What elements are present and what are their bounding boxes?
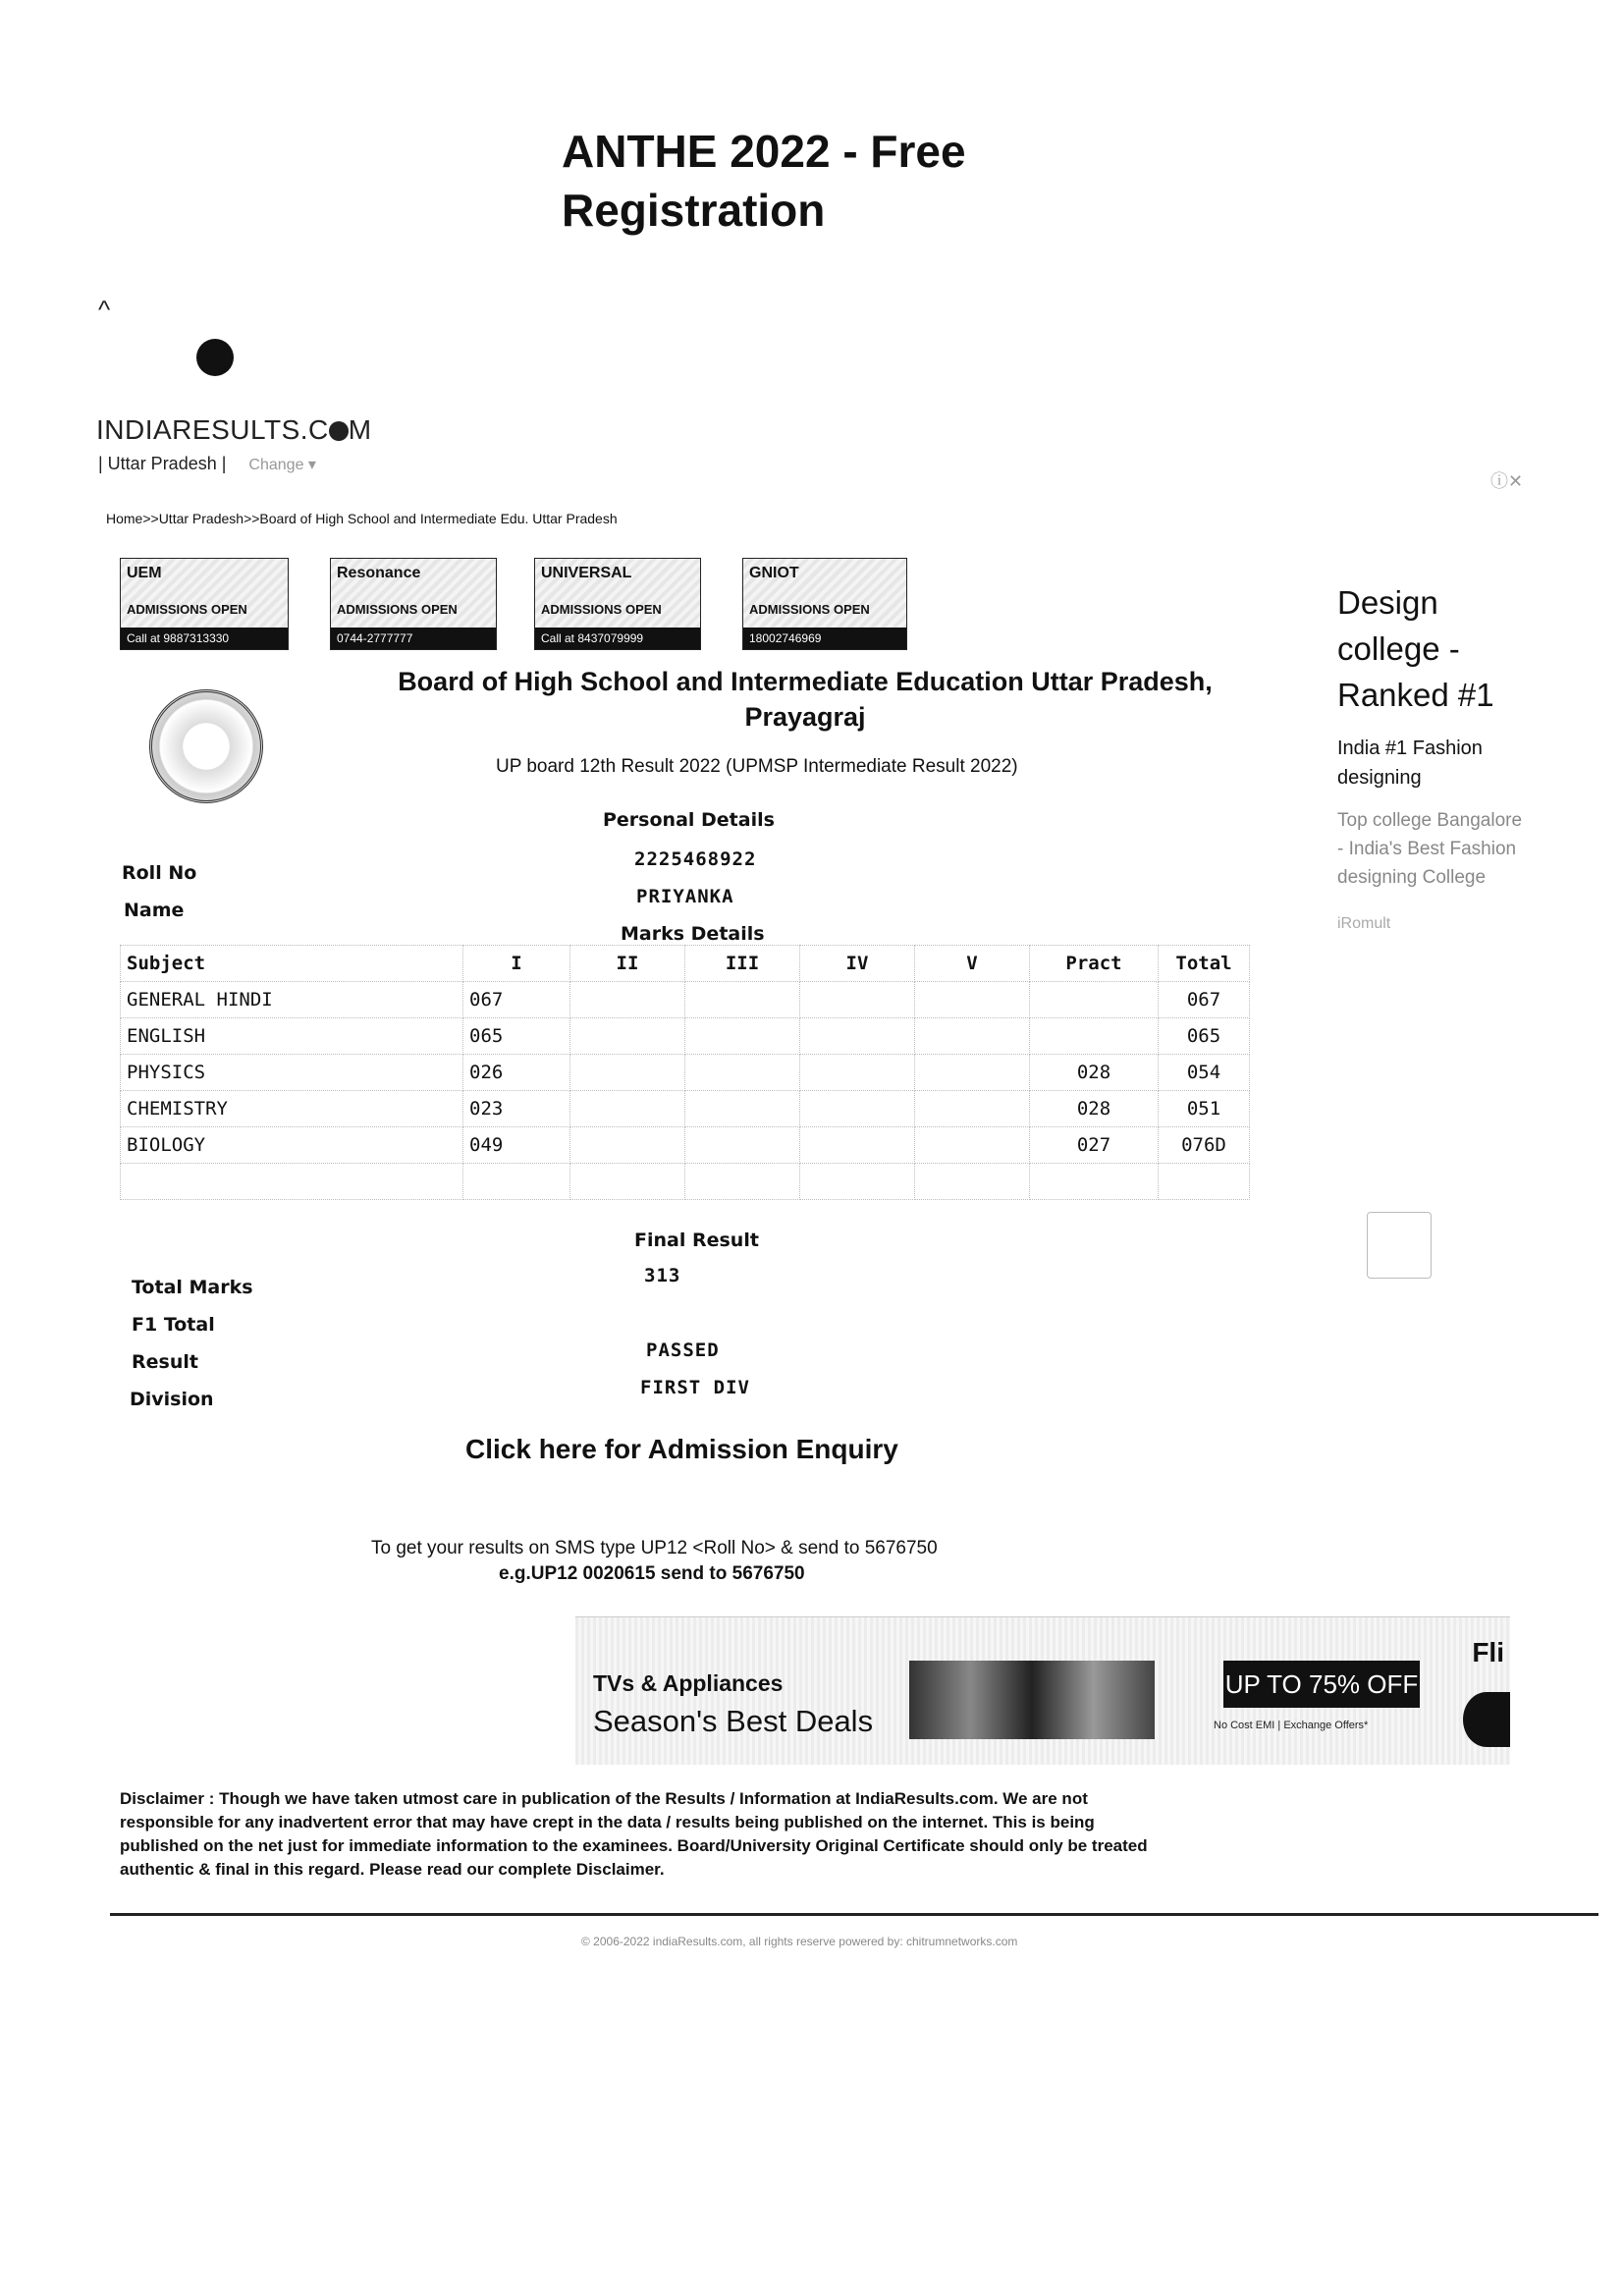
- ad-headline[interactable]: ANTHE 2022 - Free Registration: [562, 126, 966, 236]
- f1-total-label: F1 Total: [132, 1314, 215, 1336]
- breadcrumb[interactable]: Home>>Uttar Pradesh>>Board of High School and Intermediate Edu. Uttar Pradesh: [106, 511, 618, 526]
- empty-cell: [1030, 1164, 1159, 1200]
- subject-cell: BIOLOGY: [121, 1127, 463, 1164]
- empty-cell: [121, 1164, 463, 1200]
- empty-cell: [800, 1018, 915, 1055]
- empty-cell: [570, 1055, 685, 1091]
- pract-cell: [1030, 982, 1159, 1018]
- col-v: V: [915, 946, 1030, 982]
- total-cell: 076D: [1159, 1127, 1250, 1164]
- bottom-ad-line2: Season's Best Deals: [593, 1704, 874, 1738]
- logo-text-suffix: M: [348, 414, 372, 445]
- table-row: [121, 1055, 1250, 1091]
- side-ad[interactable]: [1337, 579, 1524, 933]
- marks-table: [120, 945, 1250, 1200]
- final-result-heading: Final Result: [634, 1229, 759, 1251]
- empty-cell: [800, 1164, 915, 1200]
- col-iv: IV: [800, 946, 915, 982]
- roll-no-label: Roll No: [122, 862, 197, 884]
- col-i: I: [463, 946, 570, 982]
- empty-cell: [685, 982, 800, 1018]
- subject-cell: GENERAL HINDI: [121, 982, 463, 1018]
- empty-cell: [800, 982, 915, 1018]
- table-row: [121, 1127, 1250, 1164]
- site-logo[interactable]: [96, 414, 372, 446]
- marks-header-row: [121, 946, 1250, 982]
- col-subject: Subject: [121, 946, 463, 982]
- banner-phone: Call at 9887313330: [121, 628, 288, 649]
- banner-sub: ADMISSIONS OPEN: [541, 602, 662, 617]
- empty-cell: [685, 1127, 800, 1164]
- empty-cell: [685, 1164, 800, 1200]
- banner-universal[interactable]: [534, 558, 701, 650]
- board-seal-icon: [149, 689, 263, 803]
- pract-cell: 027: [1030, 1127, 1159, 1164]
- bottom-ad-banner[interactable]: [575, 1616, 1510, 1765]
- theory-cell: 026: [463, 1055, 570, 1091]
- division-value: FIRST DIV: [640, 1377, 750, 1398]
- theory-cell: 065: [463, 1018, 570, 1055]
- change-state-link[interactable]: Change ▾: [248, 457, 316, 473]
- theory-cell: 049: [463, 1127, 570, 1164]
- appliances-image: [909, 1661, 1155, 1739]
- pract-cell: 028: [1030, 1091, 1159, 1127]
- empty-cell: [685, 1055, 800, 1091]
- empty-cell: [463, 1164, 570, 1200]
- empty-cell: [915, 1055, 1030, 1091]
- logo-text-prefix: INDIARESULTS.C: [96, 414, 329, 445]
- total-cell: 054: [1159, 1055, 1250, 1091]
- empty-cell: [570, 1091, 685, 1127]
- copyright-text: © 2006-2022 indiaResults.com, all rights reserve powered by: chitrumnetworks.com: [581, 1935, 1018, 1948]
- empty-cell: [915, 982, 1030, 1018]
- empty-cell: [915, 1091, 1030, 1127]
- table-row: [121, 982, 1250, 1018]
- result-subtitle: UP board 12th Result 2022 (UPMSP Intermediate Result 2022): [496, 756, 1018, 777]
- board-title: Board of High School and Intermediate Education Uttar Pradesh, Prayagraj: [398, 667, 1213, 732]
- banner-uem[interactable]: [120, 558, 289, 650]
- col-total: Total: [1159, 946, 1250, 982]
- state-selector: [98, 454, 316, 474]
- total-cell: 067: [1159, 982, 1250, 1018]
- subject-cell: CHEMISTRY: [121, 1091, 463, 1127]
- banner-title: Resonance: [337, 565, 421, 581]
- roll-no-value: 2225468922: [634, 848, 757, 870]
- subject-cell: PHYSICS: [121, 1055, 463, 1091]
- empty-cell: [915, 1127, 1030, 1164]
- name-label: Name: [124, 900, 185, 921]
- result-value: PASSED: [646, 1339, 720, 1361]
- banner-phone: 0744-2777777: [331, 628, 496, 649]
- side-ad-brand: iRomult: [1337, 915, 1391, 932]
- theory-cell: 023: [463, 1091, 570, 1127]
- total-marks-label: Total Marks: [132, 1277, 253, 1298]
- pract-cell: 028: [1030, 1055, 1159, 1091]
- brand-shape-icon: [1463, 1692, 1510, 1747]
- bottom-ad-brand: Fli: [1472, 1637, 1504, 1667]
- empty-cell: [570, 1127, 685, 1164]
- side-ad-subhead: India #1 Fashion designing: [1337, 738, 1483, 789]
- banner-sub: ADMISSIONS OPEN: [337, 602, 458, 617]
- total-cell: 051: [1159, 1091, 1250, 1127]
- col-iii: III: [685, 946, 800, 982]
- empty-cell: [685, 1091, 800, 1127]
- table-row-empty: [121, 1164, 1250, 1200]
- table-row: [121, 1091, 1250, 1127]
- empty-cell: [685, 1018, 800, 1055]
- col-pract: Pract: [1030, 946, 1159, 982]
- disclaimer-text: Disclaimer : Though we have taken utmost care in publication of the Results / Information at IndiaResults.com. We are not responsible for any inadvertent error that may have crept in the data / results being published on the internet. This is being published on the net just for immediate information to the examinees. Board/University Original Certificate should only be treated authentic & final in this regard. Please read our complete Disclaimer.: [120, 1789, 1148, 1879]
- banner-title: UEM: [127, 565, 162, 581]
- collapse-caret-icon[interactable]: ^: [98, 295, 111, 324]
- empty-cell: [800, 1055, 915, 1091]
- total-marks-value: 313: [644, 1265, 681, 1286]
- footer-divider: [110, 1913, 1598, 1916]
- result-label: Result: [132, 1351, 198, 1373]
- bottom-ad-note: No Cost EMI | Exchange Offers*: [1214, 1720, 1369, 1731]
- empty-cell: [570, 982, 685, 1018]
- side-ad-headline[interactable]: Design college - Ranked #1: [1337, 584, 1494, 713]
- state-name: | Uttar Pradesh |: [98, 454, 227, 473]
- bottom-ad-line1: TVs & Appliances: [593, 1670, 784, 1696]
- col-ii: II: [570, 946, 685, 982]
- total-cell: 065: [1159, 1018, 1250, 1055]
- marks-details-heading: Marks Details: [621, 923, 765, 945]
- ad-close-icon[interactable]: ⓘ✕: [1490, 471, 1524, 491]
- banner-title: GNIOT: [749, 565, 799, 581]
- personal-details-heading: Personal Details: [603, 809, 775, 831]
- banner-sub: ADMISSIONS OPEN: [127, 602, 247, 617]
- empty-cell: [1159, 1164, 1250, 1200]
- side-ad-description: Top college Bangalore - India's Best Fashion designing College: [1337, 810, 1523, 888]
- banner-resonance[interactable]: [330, 558, 497, 650]
- sms-instructions: To get your results on SMS type UP12 <Roll No> & send to 5676750: [371, 1538, 938, 1558]
- empty-cell: [570, 1164, 685, 1200]
- name-value: PRIYANKA: [636, 886, 734, 907]
- banner-phone: 18002746969: [743, 628, 906, 649]
- banner-sub: ADMISSIONS OPEN: [749, 602, 870, 617]
- empty-cell: [800, 1091, 915, 1127]
- side-ad-widget-icon[interactable]: [1367, 1212, 1432, 1279]
- subject-cell: ENGLISH: [121, 1018, 463, 1055]
- table-row: [121, 1018, 1250, 1055]
- logo-icon: [196, 339, 234, 376]
- banner-phone: Call at 8437079999: [535, 628, 700, 649]
- banner-gniot[interactable]: [742, 558, 907, 650]
- sms-example: e.g.UP12 0020615 send to 5676750: [499, 1563, 805, 1584]
- admission-enquiry-link[interactable]: Click here for Admission Enquiry: [465, 1434, 898, 1464]
- logo-o-icon: [329, 421, 349, 441]
- empty-cell: [915, 1018, 1030, 1055]
- theory-cell: 067: [463, 982, 570, 1018]
- empty-cell: [915, 1164, 1030, 1200]
- division-label: Division: [130, 1389, 214, 1410]
- empty-cell: [800, 1127, 915, 1164]
- empty-cell: [570, 1018, 685, 1055]
- pract-cell: [1030, 1018, 1159, 1055]
- banner-title: UNIVERSAL: [541, 565, 632, 581]
- bottom-ad-offer-button[interactable]: UP TO 75% OFF: [1223, 1661, 1420, 1708]
